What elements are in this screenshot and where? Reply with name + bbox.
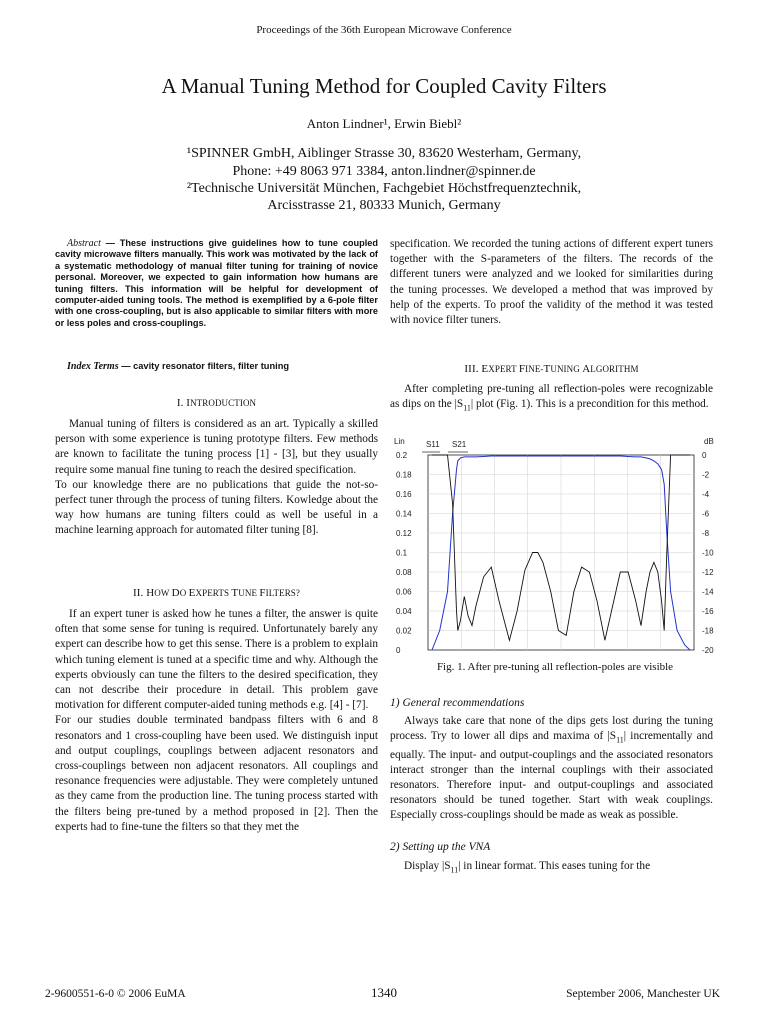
section-2-paragraph-1: If an expert tuner is asked how he tunes a filter, the answer is quite often that some sense for tuning is required. Unfortunately barely any expert can describe how to get this sense. There is a problem to explain which tuning element is tuned at a specific time and why. Although the experts obviously can tune the filters to the desired specification, they can not describe their procedure in detail. This problem gave motivation for different computer-aided tuning methods e.g. [4] - [7].: [55, 608, 378, 712]
left-column-section-2: [55, 607, 378, 835]
affiliation-line-1: ¹SPINNER GmbH, Aiblinger Strasse 30, 83620 Westerham, Germany,: [186, 146, 582, 161]
footer-date: September 2006, Manchester UK: [566, 988, 720, 1000]
cap: T: [231, 587, 239, 599]
sc: OW: [154, 588, 172, 598]
section-number: III.: [464, 363, 482, 375]
right-tick-label: -10: [702, 548, 714, 558]
sc: ILTERS?: [265, 588, 300, 598]
left-column-intro: [55, 417, 378, 539]
cap: F: [259, 587, 266, 599]
sc: O: [179, 588, 189, 598]
right-tick-label: -12: [702, 568, 714, 577]
section-3-intro: [390, 382, 713, 416]
legend-s21: S21: [452, 440, 467, 449]
legend-s11: S11: [426, 440, 440, 449]
intro-paragraph-2: To our knowledge there are no publications that guide the not-so-perfect tuner through the process of tuning filters. Kowledge about the way how humans are tuning filters could as well be useful in a machine learning approach for automated filter tuning [8].: [55, 478, 378, 537]
right-tick-labels: [702, 451, 714, 655]
right-tick-label: -20: [702, 646, 714, 655]
setting-up-vna-paragraph: Display $|S_{11}|$ in linear format. This eases tuning for the: [404, 860, 651, 875]
right-tick-label: -4: [702, 490, 710, 499]
index-terms: [55, 361, 378, 372]
left-tick-label: 0.2: [396, 451, 408, 460]
gridlines: [428, 455, 694, 650]
right-tick-label: -8: [702, 529, 710, 538]
subsection-setting-up-vna: 2) Setting up the VNA: [390, 841, 491, 853]
cap: H: [146, 587, 155, 599]
footer-isbn: 2-9600551-6-0 © 2006 EuMA: [45, 988, 186, 1000]
left-tick-label: 0.08: [396, 568, 412, 577]
section-number: I.: [176, 397, 187, 409]
cap: D: [171, 587, 180, 599]
left-tick-label: 0.16: [396, 490, 412, 499]
right-tick-label: -2: [702, 470, 710, 480]
left-tick-label: 0.02: [396, 626, 412, 636]
subsection-general-recommendations: 1) General recommendations: [390, 697, 525, 709]
sc: XPERTS: [195, 588, 232, 598]
index-terms-text: cavity resonator filters, filter tuning: [133, 361, 290, 371]
right-tick-label: -14: [702, 587, 714, 597]
right-tick-label: -16: [702, 607, 714, 616]
abstract: [55, 238, 378, 329]
section-heading-experts: [55, 587, 378, 599]
right-tick-label: -6: [702, 509, 710, 519]
section-3-paragraph-1: After completing pre-tuning all reflection-poles were recognizable as dips on the $|S_{11}|$ plot (Fig. 1). This is a precondition for this method.: [390, 383, 713, 413]
cap: F: [518, 363, 526, 375]
section-heading-algorithm: [390, 363, 713, 375]
sc: XPERT: [488, 364, 519, 374]
cap: A: [582, 363, 591, 375]
sc: INE-: [525, 364, 544, 374]
index-terms-dash: —: [121, 361, 131, 371]
running-header: Proceedings of the 36th European Microwave Conference: [256, 24, 512, 36]
sc: LGORITHM: [590, 364, 639, 374]
left-tick-labels: [396, 451, 412, 655]
right-tick-label: -18: [702, 626, 714, 636]
left-tick-label: 0.04: [396, 607, 412, 616]
right-column-continuation: [390, 237, 713, 328]
affiliation-line-3: ²Technische Universität München, Fachgebiet Höchstfrequenztechnik,: [186, 181, 582, 196]
section-initial: I: [186, 397, 191, 409]
left-tick-label: 0.14: [396, 509, 412, 519]
left-tick-label: 0.06: [396, 587, 412, 597]
index-terms-label: Index Terms: [67, 361, 119, 372]
right-axis-label: dB: [704, 437, 714, 446]
authors: Anton Lindner¹, Erwin Biebl²: [306, 116, 462, 131]
general-recommendations-paragraph: Always take care that none of the dips gets lost during the tuning process. Try to lower all dips and maxima of $|S_{11}|$ incrementally and equally. The input- and output-couplings and the associated resonators interact stronger than the internal couplings with their associated resonators. Therefore input- and output-couplings and associated resonators should be tuned together. Start with weak couplings. Especially cross-couplings should be made as weak as possible.: [390, 715, 713, 822]
abstract-dash: —: [105, 238, 115, 248]
section-rest: NTRODUCTION: [190, 398, 257, 408]
sc: UNING: [550, 364, 583, 374]
cap: T: [543, 363, 551, 375]
sc: UNE: [238, 588, 260, 598]
section-2-paragraph-2: For our studies double terminated bandpass filters with 6 and 8 resonators and 1 cross-coupling have been used. We distinguish input and output couplings, couplings between adjacent resonators and cross-couplings between non adjacent resonators. All couplings and resonance frequencies were adjustable. They were completely untuned as they came from the production line. The tuning process started with the filters being pre-tuned by a method proposed in [2]. Then the experts had to fine-tune the filters so that they met the: [55, 714, 378, 833]
continuation-paragraph: specification. We recorded the tuning actions of different expert tuners together with the S-parameters of the filters. The records of the different tuners were analyzed and we looked for similarities during the tuning processes. We developed a method that was improved by help of the experts. To proof the validity of the method it was tested with novice filter tuners.: [390, 238, 713, 327]
intro-paragraph-1: Manual tuning of filters is considered as an art. Typically a skilled person with some experience is tuning prototype filters. Few methods are known to facilitate the tuning process [1] - [3], but they usually require some manual fine tuning to reach the desired specification.: [55, 418, 378, 476]
left-tick-label: 0.1: [396, 548, 408, 558]
abstract-label: Abstract: [67, 238, 101, 249]
page-number: 1340: [371, 985, 397, 1000]
cap: E: [481, 363, 489, 375]
section-number: II.: [133, 587, 147, 599]
abstract-text: These instructions give guidelines how to tune coupled cavity microwave filters manually. This work was motivated by the lack of a systematic methodology of manual filter tuning for training of novice personal. Moreover, we expected to gain information how humans are tuning filters. This information will be helpful for development of computer-aided tuning tools. The method is exemplified by a 6-pole filter with one cross-coupling, but is also applicable to similar filters with more or less poles and cross-couplings.: [55, 238, 378, 328]
left-tick-label: 0.12: [396, 529, 412, 538]
setting-up-vna: [390, 859, 713, 877]
general-recommendations: [390, 714, 713, 824]
left-tick-label: 0.18: [396, 470, 412, 480]
affiliation-line-2: Phone: +49 8063 971 3384, anton.lindner@spinner.de: [232, 164, 536, 179]
figure-caption: Fig. 1. After pre-tuning all reflection-poles are visible: [436, 661, 674, 673]
left-tick-label: 0: [396, 646, 401, 655]
affiliation-line-4: Arcisstrasse 21, 80333 Munich, Germany: [267, 198, 501, 213]
left-axis-label: Lin: [394, 437, 405, 446]
section-heading-introduction: [55, 397, 378, 409]
figure-1-chart: [390, 434, 720, 658]
cap: E: [188, 587, 196, 599]
right-tick-label: 0: [702, 451, 707, 460]
paper-title: A Manual Tuning Method for Coupled Cavity Filters: [161, 74, 607, 98]
